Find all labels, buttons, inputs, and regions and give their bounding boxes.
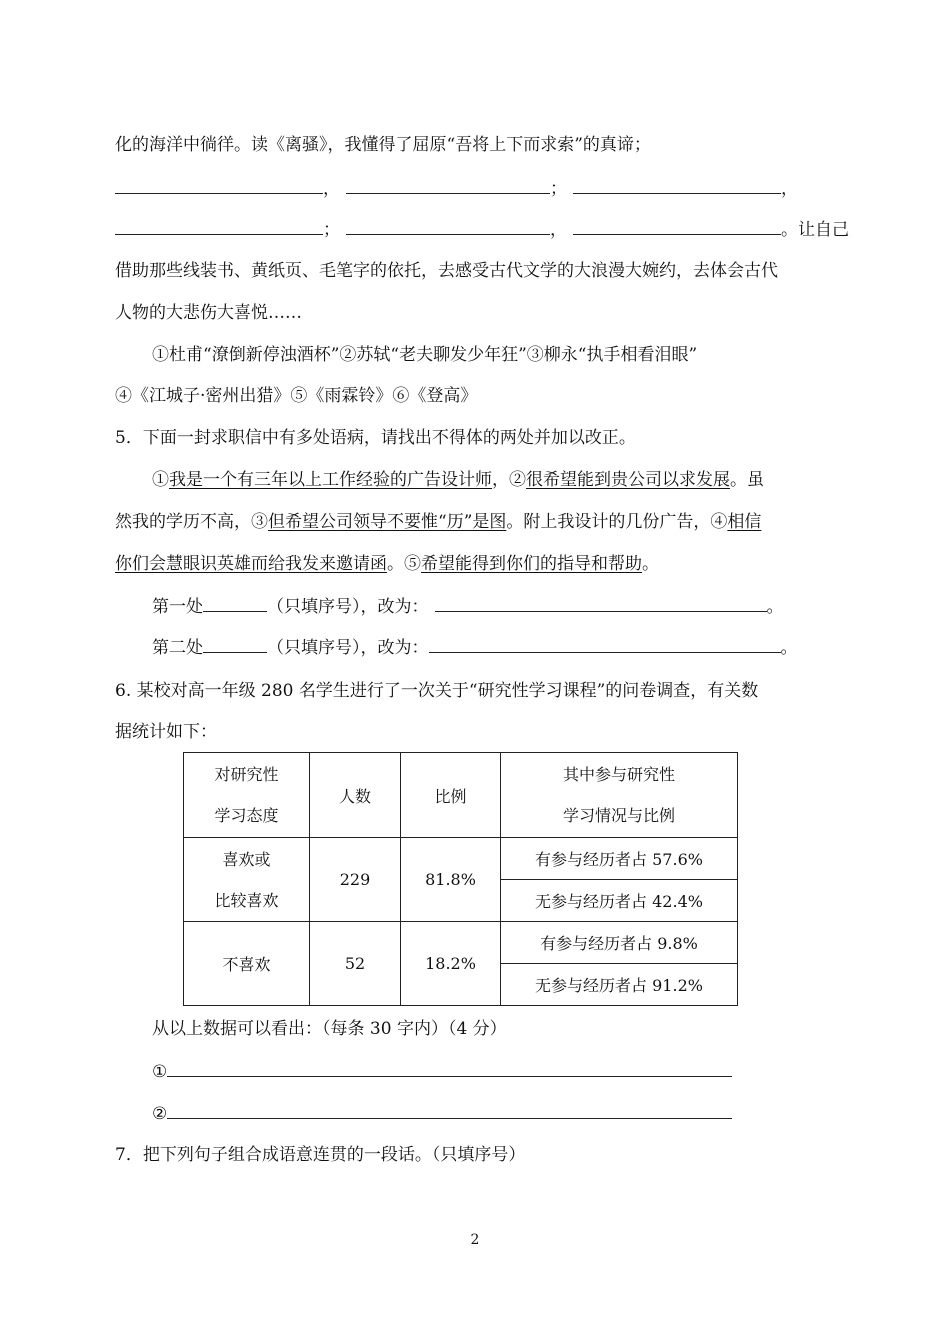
marker: ②: [152, 1104, 168, 1124]
row-like-attitude: [184, 838, 310, 922]
period: 。: [766, 597, 784, 617]
second-number-blank[interactable]: [203, 636, 267, 653]
letter-text: 。: [642, 554, 659, 574]
options-line-2: ④《江城子·密州出猎》⑤《雨霖铃》⑥《登高》: [115, 386, 478, 406]
passage-line-4: 借助那些线装书、黄纸页、毛笔字的依托，去感受古代文学的大浪漫大婉约，去体会古代: [115, 261, 778, 281]
answer-blank[interactable]: [115, 177, 323, 194]
marker: ⑤: [404, 554, 421, 574]
answer-line-2: [152, 1102, 732, 1126]
sentence-1: 我是一个有三年以上工作经验的广告设计师: [169, 470, 492, 490]
question-6-stem-1: 6. 某校对高一年级 280 名学生进行了一次关于“研究性学习课程”的问卷调查，有关数: [115, 681, 759, 701]
options-line-1: ①杜甫“潦倒新停浊酒杯”②苏轼“老夫聊发少年狂”③柳永“执手相看泪眼”: [152, 345, 698, 365]
fill-blank-row-1: [115, 177, 798, 201]
letter-text: 。附上我设计的几份广告，: [506, 512, 711, 532]
letter-line-2: [115, 510, 761, 534]
header-text: 对研究性: [214, 765, 279, 784]
first-label: 第一处: [152, 597, 203, 617]
row-like-count: 229: [310, 838, 401, 922]
question-5-stem: 5．下面一封求职信中有多处语病，请找出不得体的两处并加以改正。: [115, 428, 636, 448]
letter-text: 然我的学历不高，: [115, 512, 251, 532]
answer-line-1: [152, 1060, 732, 1084]
marker: ①: [152, 1062, 168, 1082]
survey-table: [183, 752, 738, 1006]
answer-blank[interactable]: [346, 218, 550, 235]
answer-blank[interactable]: [573, 177, 781, 194]
answer-blank[interactable]: [167, 1102, 732, 1119]
row-dislike-count: 52: [310, 922, 401, 1006]
row-dislike-detail-1: 有参与经历者占 9.8%: [501, 922, 738, 964]
passage-line-5: 人物的大悲伤大喜悦……: [115, 303, 302, 323]
cell-text: 喜欢或: [222, 849, 271, 869]
row-like-detail-2: 无参与经历者占 42.4%: [501, 880, 738, 922]
second-label: 第二处: [152, 638, 203, 658]
answer-second: [152, 636, 798, 660]
separator: ；: [323, 220, 340, 240]
first-number-blank[interactable]: [203, 595, 267, 612]
first-correction-blank[interactable]: [435, 595, 767, 612]
header-count: 人数: [310, 753, 401, 838]
first-mid: （只填序号），改为：: [267, 597, 429, 617]
answer-first: [152, 595, 784, 619]
marker: ②: [509, 470, 526, 490]
second-correction-blank[interactable]: [429, 636, 781, 653]
question-6-prompt: 从以上数据可以看出：（每条 30 字内）（4 分）: [152, 1019, 507, 1039]
punct: ，: [492, 470, 509, 490]
row-dislike-attitude: 不喜欢: [184, 922, 310, 1006]
header-detail: [501, 753, 738, 838]
separator: ，: [323, 179, 340, 199]
sentence-4-cont: 你们会慧眼识英雄而给我发来邀请函: [115, 554, 387, 574]
period: 。: [780, 638, 798, 658]
sentence-5: 希望能得到你们的指导和帮助: [421, 554, 642, 574]
letter-line-3: [115, 552, 659, 576]
answer-blank[interactable]: [167, 1060, 732, 1077]
row-dislike-ratio: 18.2%: [401, 922, 501, 1006]
marker: ③: [251, 512, 268, 532]
header-text: 其中参与研究性: [562, 765, 675, 784]
letter-text: 。: [387, 554, 404, 574]
page-number: 2: [470, 1232, 480, 1248]
passage-line-1: 化的海洋中徜徉。读《离骚》，我懂得了屈原“吾将上下而求索”的真谛；: [115, 135, 651, 155]
cell-text: 比较喜欢: [214, 890, 279, 910]
sentence-2: 很希望能到贵公司以求发展: [526, 470, 730, 490]
row-like-detail-1: 有参与经历者占 57.6%: [501, 838, 738, 880]
question-7-stem: 7．把下列句子组合成语意连贯的一段话。（只填序号）: [115, 1145, 526, 1165]
fill-blank-row-2: [115, 218, 849, 242]
header-attitude: [184, 753, 310, 838]
answer-blank[interactable]: [573, 218, 781, 235]
passage-tail: 。让自己: [781, 220, 849, 240]
question-6-stem-2: 据统计如下：: [115, 722, 217, 742]
header-text: 学习情况与比例: [562, 806, 675, 825]
separator: ；: [550, 179, 567, 199]
row-dislike-detail-2: 无参与经历者占 91.2%: [501, 964, 738, 1006]
sentence-3: 但希望公司领导不要惟“历”是图: [268, 512, 507, 532]
row-like-ratio: 81.8%: [401, 838, 501, 922]
letter-line-1: [152, 468, 764, 492]
header-text: 学习态度: [214, 806, 279, 825]
marker: ④: [710, 512, 728, 532]
second-mid: （只填序号），改为：: [267, 638, 429, 658]
letter-text: 。虽: [730, 470, 764, 490]
answer-blank[interactable]: [115, 218, 323, 235]
separator: ，: [781, 179, 798, 199]
separator: ，: [550, 220, 567, 240]
answer-blank[interactable]: [346, 177, 550, 194]
sentence-4: 相信: [727, 512, 762, 532]
header-ratio: 比例: [401, 753, 501, 838]
marker: ①: [152, 470, 169, 490]
